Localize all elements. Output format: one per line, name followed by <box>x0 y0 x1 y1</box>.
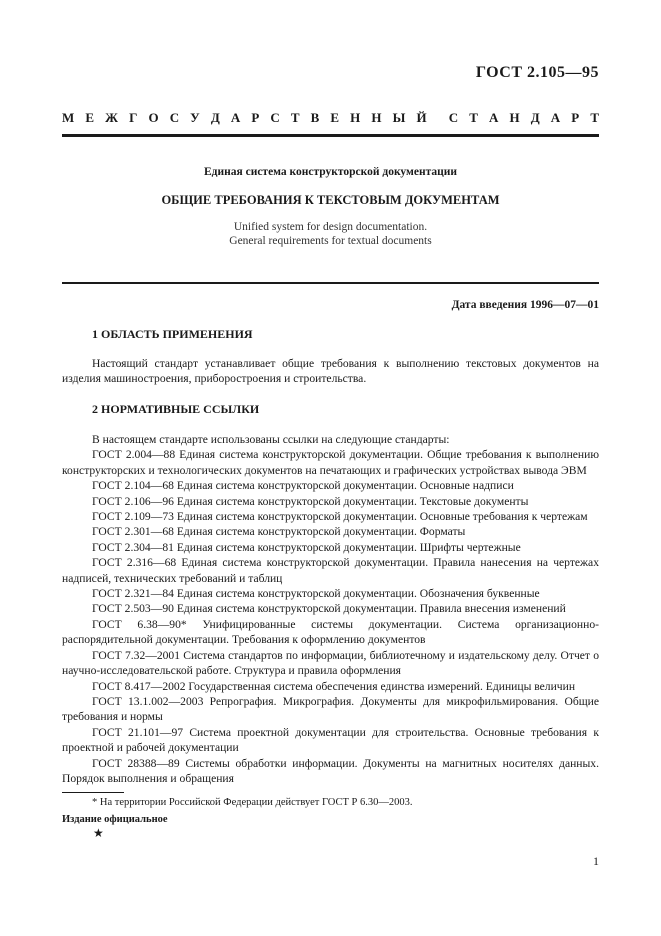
reference-item: ГОСТ 2.104—68 Единая система конструкторской документации. Основные надписи <box>92 479 514 493</box>
reference-item: ГОСТ 2.109—73 Единая система конструкторской документации. Основные требования к чертежам <box>92 510 588 524</box>
reference-item: ГОСТ 13.1.002—2003 Репрография. Микрография. Документы для микрофильмирования. Общие требования и нормы <box>62 694 599 724</box>
banner-letter: Н <box>509 110 520 125</box>
banner-letter: О <box>148 110 159 125</box>
reference-item: ГОСТ 2.503—90 Единая система конструкторской документации. Правила внесения изменений <box>92 602 566 616</box>
section-1-paragraph: Настоящий стандарт устанавливает общие требования к выполнению текстовых документов на изделия машиностроения, приборостроения и строительства. <box>62 357 599 386</box>
reference-item: ГОСТ 2.316—68 Единая система конструкторской документации. Правила нанесения на чертежах надписей, технических требований и таблиц <box>62 556 599 585</box>
reference-item: ГОСТ 28388—89 Системы обработки информации. Документы на магнитных носителях данных. Порядок выполнения и обращения <box>62 756 599 785</box>
english-title-line-2: General requirements for textual documents <box>229 235 432 247</box>
section-1-text <box>62 356 599 387</box>
reference-item: ГОСТ 2.321—84 Единая система конструкторской документации. Обозначения буквенные <box>92 587 540 601</box>
reference-item: ГОСТ 7.32—2001 Система стандартов по информации, библиотечному и издательскому делу. Отчет о научно-исследовательской работе. Структура и правила оформления <box>62 648 599 678</box>
introduction-date: Дата введения 1996—07—01 <box>451 299 599 311</box>
banner-letter: Р <box>571 110 580 125</box>
banner-letter: Т <box>290 110 300 125</box>
banner-letter: С <box>169 110 180 125</box>
system-title: Единая система конструкторской документации <box>204 166 457 178</box>
banner-letter: Т <box>469 110 478 125</box>
reference-item: ГОСТ 6.38—90* Унифицированные системы документации. Система организационно-распорядительной документации. Требования к оформлению документов <box>62 617 599 647</box>
english-title <box>62 220 599 248</box>
header-rule <box>62 134 599 137</box>
banner-letter: А <box>230 110 241 125</box>
banner-letter: А <box>550 110 561 125</box>
reference-item: ГОСТ 2.301—68 Единая система конструкторской документации. Форматы <box>92 525 466 539</box>
banner-letter: Г <box>129 110 138 125</box>
banner-letter: М <box>62 110 75 125</box>
banner-letter: С <box>270 110 280 125</box>
reference-item: ГОСТ 2.304—81 Единая система конструкторской документации. Шрифты чертежные <box>92 540 521 554</box>
banner-letter: Е <box>330 110 340 125</box>
reference-item: ГОСТ 8.417—2002 Государственная система обеспечения единства измерений. Единицы величин <box>92 679 576 693</box>
title-rule <box>62 282 599 284</box>
banner-letter: Н <box>350 110 361 125</box>
banner-letter: У <box>190 110 200 125</box>
footnote-rule <box>62 792 124 793</box>
normative-references-list <box>62 432 599 786</box>
edition-label: Издание официальное <box>62 814 168 825</box>
banner-letter: Д <box>530 110 540 125</box>
english-title-line-1: Unified system for design documentation. <box>233 221 428 233</box>
reference-item: ГОСТ 2.106—96 Единая система конструкторской документации. Текстовые документы <box>92 494 529 508</box>
banner-letter: Ж <box>105 110 118 125</box>
gost-code: ГОСТ 2.105—95 <box>475 64 599 81</box>
reference-item: В настоящем стандарте использованы ссылки на следующие стандарты: <box>92 433 450 446</box>
banner-letter: Ы <box>392 110 406 125</box>
banner-letter: Т <box>590 110 599 125</box>
interstate-standard-banner <box>62 110 599 126</box>
section-2-heading: 2 НОРМАТИВНЫЕ ССЫЛКИ <box>92 402 260 416</box>
banner-letter: Н <box>371 110 382 125</box>
document-title: ОБЩИЕ ТРЕБОВАНИЯ К ТЕКСТОВЫМ ДОКУМЕНТАМ <box>161 193 500 207</box>
reference-item: ГОСТ 2.004—88 Единая система конструкторской документации. Общие требования к выполнению конструкторских и технологических документов на печатающих и графических устройствах вывода ЭВМ <box>62 448 599 477</box>
footnote: * На территории Российской Федерации действует ГОСТ Р 6.30—2003. <box>92 797 413 808</box>
banner-letter: А <box>489 110 499 125</box>
banner-letter: С <box>448 110 459 125</box>
banner-letter: В <box>310 110 320 125</box>
page-number: 1 <box>593 854 599 868</box>
reference-item: ГОСТ 21.101—97 Система проектной документации для строительства. Основные требования к проектной и рабочей документации <box>62 725 599 755</box>
banner-letter: Й <box>416 110 427 125</box>
banner-letter: Д <box>210 110 220 125</box>
banner-letter: Р <box>251 110 260 125</box>
section-1-heading: 1 ОБЛАСТЬ ПРИМЕНЕНИЯ <box>92 327 253 341</box>
banner-letter: Е <box>85 110 95 125</box>
star-icon: ★ <box>93 826 104 840</box>
